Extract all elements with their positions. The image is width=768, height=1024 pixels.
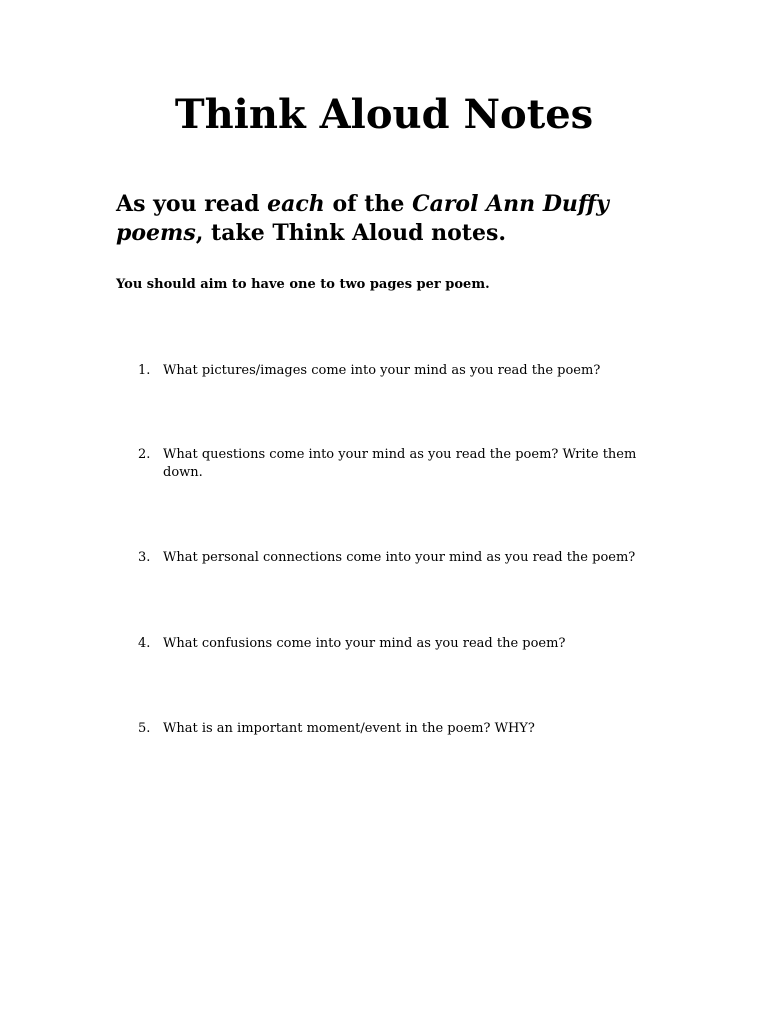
list-item-text: What is an important moment/event in the poem? WHY? xyxy=(163,721,535,736)
intro-text-3: , take Think Aloud notes. xyxy=(195,220,506,246)
list-item xyxy=(138,549,638,567)
intro-emphasis-poems: Carol Ann Duffy poems xyxy=(116,191,609,246)
page-title: Think Aloud Notes xyxy=(174,91,594,138)
list-item-text: What confusions come into your mind as you read the poem? xyxy=(163,636,566,651)
list-item xyxy=(138,446,638,482)
list-item-number: 4. xyxy=(138,636,151,651)
list-item xyxy=(138,362,638,380)
intro-text-1: As you read xyxy=(116,191,268,217)
list-item-number: 2. xyxy=(138,447,151,462)
list-item-number: 1. xyxy=(138,363,151,378)
intro-text-2: of the xyxy=(324,191,413,217)
aim-note: You should aim to have one to two pages per poem. xyxy=(116,277,490,292)
list-item-text: What personal connections come into your mind as you read the poem? xyxy=(163,550,636,565)
list-item-number: 3. xyxy=(138,550,151,565)
list-item-text: What questions come into your mind as you read the poem? Write them down. xyxy=(163,447,637,480)
list-item-text: What pictures/images come into your mind as you read the poem? xyxy=(163,363,601,378)
list-item-number: 5. xyxy=(138,721,151,736)
list-item xyxy=(138,635,638,653)
list-item xyxy=(138,720,638,738)
intro-instruction xyxy=(116,190,656,248)
intro-emphasis-each: each xyxy=(267,191,325,217)
